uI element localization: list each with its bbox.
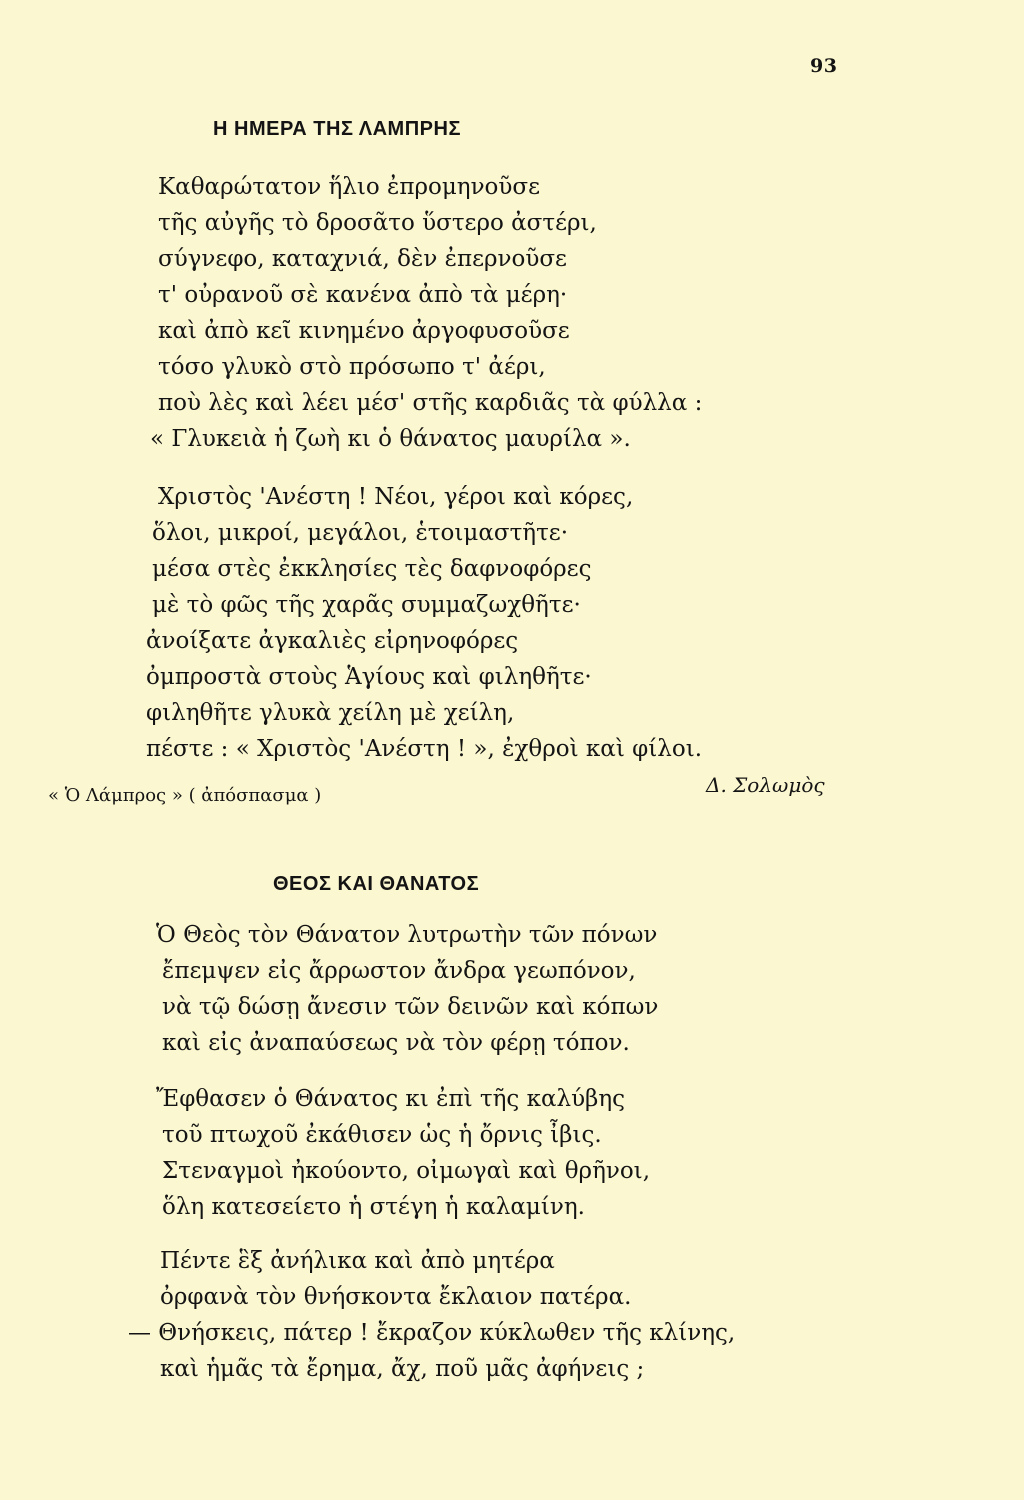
verse-line: τ' οὐρανοῦ σὲ κανένα ἀπὸ τὰ μέρη·: [158, 282, 568, 308]
verse-line: νὰ τῷ δώσῃ ἄνεσιν τῶν δεινῶν καὶ κόπων: [162, 994, 659, 1020]
verse-line: φιληθῆτε γλυκὰ χείλη μὲ χείλη,: [146, 700, 515, 726]
poem-title-lambris: Η ΗΜΕΡΑ ΤΗΣ ΛΑΜΠΡΗΣ: [213, 118, 461, 140]
verse-line: ὅλοι, μικροί, μεγάλοι, ἑτοιμαστῆτε·: [152, 520, 569, 546]
page-number: 93: [810, 55, 838, 77]
verse-line: ὀρφανὰ τὸν θνήσκοντα ἔκλαιον πατέρα.: [160, 1284, 632, 1310]
verse-line: καὶ εἰς ἀναπαύσεως νὰ τὸν φέρῃ τόπον.: [162, 1030, 630, 1056]
verse-line: καὶ ἡμᾶς τὰ ἔρημα, ἄχ, ποῦ μᾶς ἀφήνεις ;: [160, 1356, 645, 1382]
verse-line: μὲ τὸ φῶς τῆς χαρᾶς συμμαζωχθῆτε·: [152, 592, 581, 618]
verse-line: καὶ ἀπὸ κεῖ κινημένο ἀργοφυσοῦσε: [158, 318, 570, 344]
verse-line: μέσα στὲς ἐκκλησίες τὲς δαφνοφόρες: [152, 556, 592, 582]
verse-line: τοῦ πτωχοῦ ἐκάθισεν ὡς ἡ ὄρνις ἶβις.: [162, 1122, 602, 1148]
poem-source: « Ὁ Λάμπρος » ( ἀπόσπασμα ): [48, 785, 322, 806]
verse-line: τόσο γλυκὸ στὸ πρόσωπο τ' ἀέρι,: [158, 354, 546, 380]
verse-line: — Θνήσκεις, πάτερ ! ἔκραζον κύκλωθεν τῆς κλίνης,: [128, 1320, 736, 1346]
verse-line: « Γλυκειὰ ἡ ζωὴ κι ὁ θάνατος μαυρίλα ».: [150, 426, 631, 452]
verse-line: Ὁ Θεὸς τὸν Θάνατον λυτρωτὴν τῶν πόνων: [156, 922, 658, 948]
poem-author: Δ. Σολωμὸς: [706, 773, 825, 797]
verse-line: Ἔφθασεν ὁ Θάνατος κι ἐπὶ τῆς καλύβης: [156, 1086, 626, 1112]
verse-line: ἀνοίξατε ἀγκαλιὲς εἰρηνοφόρες: [146, 628, 519, 654]
verse-line: Καθαρώτατον ἥλιο ἐπρομηνοῦσε: [158, 174, 541, 200]
verse-line: ἔπεμψεν εἰς ἄρρωστον ἄνδρα γεωπόνον,: [162, 958, 636, 984]
verse-line: ὀμπροστὰ στοὺς Ἁγίους καὶ φιληθῆτε·: [146, 664, 592, 690]
verse-line: Χριστὸς 'Ανέστη ! Νέοι, γέροι καὶ κόρες,: [158, 484, 634, 510]
verse-line: Στεναγμοὶ ἠκούοντο, οἰμωγαὶ καὶ θρῆνοι,: [162, 1158, 651, 1184]
poem-title-theos-kai-thanatos: ΘΕΟΣ ΚΑΙ ΘΑΝΑΤΟΣ: [273, 873, 480, 895]
verse-line: πέστε : « Χριστὸς 'Ανέστη ! », ἐχθροὶ καὶ φίλοι.: [146, 736, 703, 762]
verse-line: σύγνεφο, καταχνιά, δὲν ἐπερνοῦσε: [158, 246, 567, 272]
verse-line: ποὺ λὲς καὶ λέει μέσ' στῆς καρδιᾶς τὰ φύλλα :: [158, 390, 703, 416]
verse-line: Πέντε ἓξ ἀνήλικα καὶ ἀπὸ μητέρα: [160, 1248, 555, 1274]
verse-line: ὅλη κατεσείετο ἡ στέγη ἡ καλαμίνη.: [162, 1194, 585, 1220]
verse-line: τῆς αὐγῆς τὸ δροσᾶτο ὕστερο ἀστέρι,: [158, 210, 597, 236]
